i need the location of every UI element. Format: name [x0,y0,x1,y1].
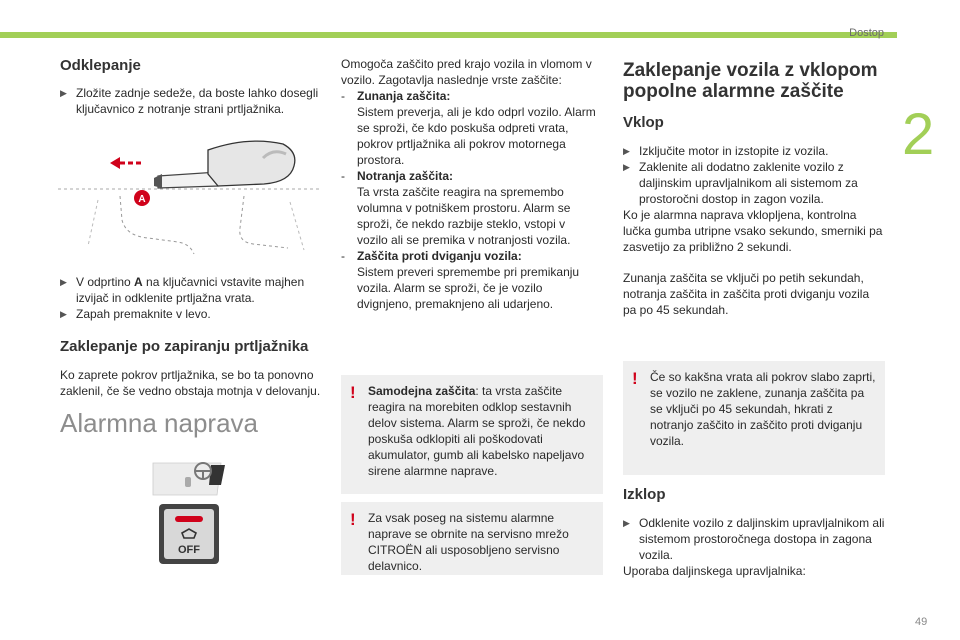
column-left [60,58,322,117]
protection-list [341,88,599,312]
alarm-heading: Alarmna naprava [60,408,258,438]
odklepanje-bullet: ▶ Zložite zadnje sedeže, da boste lahko dosegli ključavnico z notranje strani prtljažnika. [60,86,319,116]
bullet-icon: ▶ [60,309,67,319]
bullet-icon: ▶ [60,277,67,287]
note-box: ! Samodejna zaščita: ta vrsta zaščite reagira na morebiten odklop sestavnih delov sistema. Alarm se sproži, če nekdo poskuša odklopiti ali poškodovati akumulator, gumb ali kabelsko napeljavo sirene alarmne naprave. [341,375,603,494]
list-item: ▶ Zaklenite ali dodatno zaklenite vozilo z daljinskim upravljalnikom ali sistemom za prostoročni dostop in zagon vozila. [623,160,858,206]
zaklepanje-section [60,339,322,399]
list-item: ▶ Zapah premaknite v levo. [60,307,211,321]
section-label: Dostop [849,27,884,39]
figure-marker-a: A [138,194,146,205]
izklop-heading: Izklop [623,486,666,503]
off-label: OFF [178,544,200,556]
header-bar [0,32,897,38]
list-item: - Notranja zaščita: Ta vrsta zaščite reagira na spremembo volumna v potniškem prostoru. Alarm se sproži, če nekdo razbije steklo, vstopi v vozilo ali se premika v notranjosti vozila. [341,169,571,247]
warning-icon: ! [350,510,356,529]
interior-sensor-illustration [151,455,227,497]
izklop-text: Uporaba daljinskega upravljalnika: [623,564,806,578]
list-item: ▶ Odklenite vozilo z daljinskim upravljalnikom ali sistemom prostoročnega dostopa in zagona vozila. [623,516,885,562]
alarm-intro: Omogoča zaščito pred krajo vozila in vlomom v vozilo. Zagotavlja naslednje vrste zaščite: [341,57,592,87]
vklop-text-2: Zunanja zaščita se vključi po petih sekundah, notranja zaščita in zaščita proti dviganju vozila pa po 45 sekundah. [623,271,870,317]
vklop-text: Ko je alarmna naprava vklopljena, kontrolna lučka gumba utripne vsako sekundo, smerniki pa zasvetijo za približno 2 sekundi. [623,208,883,254]
page-number: 49 [915,616,928,628]
list-item: ▶ V odprtino A na ključavnici vstavite majhen izvijač in odklenite prtljažna vrata. [60,275,305,305]
list-item: ▶ Izključite motor in izstopite iz vozila. [623,144,829,158]
alarm-off-button[interactable] [158,503,220,565]
izklop-section [623,487,885,579]
bullet-icon: ▶ [623,162,630,172]
tailgate-lock-illustration [58,138,320,270]
bullet-icon: ▶ [60,88,67,98]
note-box: ! Za vsak poseg na sistemu alarmne naprave se obrnite na servisno mrežo CITROËN ali usposobljeno servisno delavnico. [341,502,603,575]
column-right [623,60,885,318]
bullet-icon: ▶ [623,518,630,528]
list-item: - Zaščita proti dviganju vozila: Sistem preveri spremembe pri premikanju vozila. Alarm se sproži, če je vozilo dvignjeno, premaknjeno ali udarjeno. [341,249,580,311]
note-box: ! Če so kakšna vrata ali pokrov slabo zaprti, se vozilo ne zaklene, zunanja zaščita pa se vključi po 45 sekundah, hkrati z notranjo zaščito in zaščito proti dviganju vozila. [623,361,885,475]
bullet-icon: ▶ [623,146,630,156]
warning-icon: ! [632,369,638,388]
warning-icon: ! [350,383,356,402]
column-left-lower [60,274,322,322]
zaklepanje-text: Ko zaprete pokrov prtljažnika, se bo ta ponovno zaklenil, če še vedno obstaja motnja v delovanju. [60,368,321,398]
alarm-section [60,408,322,438]
vklop-heading: Vklop [623,114,664,131]
odklepanje-heading: Odklepanje [60,57,141,74]
zaklepanje-vozila-heading: Zaklepanje vozila z vklopom popolne alarmne zaščite [623,60,878,102]
chapter-number: 2 [902,102,935,167]
zaklepanje-heading: Zaklepanje po zapiranju prtljažnika [60,338,309,355]
column-middle [341,56,599,312]
list-item: - Zunanja zaščita: Sistem preverja, ali je kdo odprl vozilo. Alarm se sproži, če kdo poskuša odpreti vrata, pokrov prtljažnika ali pokrov motornega prostora. [341,89,596,167]
